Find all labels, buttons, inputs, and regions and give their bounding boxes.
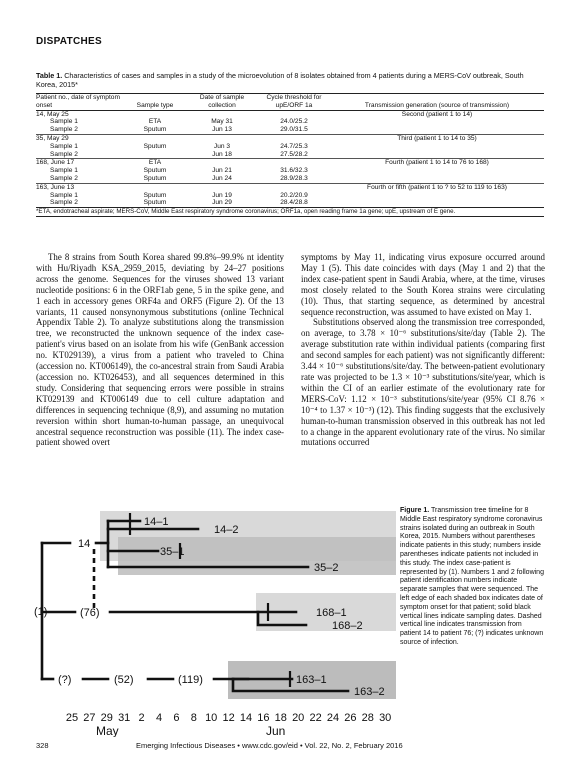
node-label-76: (76) <box>80 607 100 619</box>
table-caption-label: Table 1. <box>36 71 63 80</box>
table-cell: Jun 19 <box>212 191 232 199</box>
table-cell: 27.5/28.2 <box>280 150 308 158</box>
figure-caption-text: Transmission tree timeline for 8 Middle East respiratory syndrome coronavirus strains isolated during an outbreak in South Korea, 2015. Numbers without parentheses indicate patients in this study; numbers inside parentheses indicate patients not included in this study. The index case-patient is represented by (1). Numbers 1 and 2 following patient identification numbers indicate separate samples that were sequenced. The left edge of each shaded box indicates date of symptom onset for that patient; solid black vertical lines indicate sampling dates. Dashed vertical line indicates transmission from patient 14 to patient 76; (?) indicates unknown source of infection. <box>400 507 544 646</box>
table-cell: Second (patient 1 to 14) <box>330 110 544 118</box>
node-label-14: 14 <box>78 538 91 550</box>
table-cell: Sputum <box>143 191 167 199</box>
table-caption <box>36 71 544 89</box>
table-cell: Jun 13 <box>212 126 232 134</box>
x-tick-label: 2 <box>138 712 145 724</box>
figure-caption-label: Figure 1. <box>400 507 430 514</box>
table-cell: Sputum <box>143 199 167 207</box>
table-row <box>36 159 544 167</box>
table-cell: Jun 18 <box>212 150 232 158</box>
table-row <box>36 175 544 183</box>
month-label-may: May <box>96 724 119 737</box>
x-tick-label: 14 <box>239 712 253 724</box>
month-label-jun: Jun <box>266 724 286 737</box>
node-label-35-1: 35–1 <box>160 546 185 558</box>
node-label-35-2: 35–2 <box>314 562 339 574</box>
table-cell: 28.4/28.8 <box>280 199 308 207</box>
body-column-left <box>36 252 284 448</box>
x-axis <box>66 712 391 724</box>
table-cell <box>124 134 186 142</box>
table-cell <box>124 151 186 159</box>
x-tick-label: 25 <box>65 712 79 724</box>
table-header-sample-type: Sample type <box>124 94 186 111</box>
x-tick-label: 28 <box>361 712 374 724</box>
table-row <box>36 183 544 191</box>
table-cell: Sample 1 <box>50 142 78 150</box>
table-cell: Sample 1 <box>50 191 78 199</box>
table-row <box>36 199 544 207</box>
table-cell: Third (patient 1 to 14 to 35) <box>330 134 544 142</box>
table-cell: Sputum <box>143 142 167 150</box>
table-cell: Fourth or fifth (patient 1 to ? to 52 to 119 to 163) <box>330 183 544 191</box>
node-label-index: (1) <box>34 606 48 618</box>
journal-reference: Emerging Infectious Diseases • www.cdc.gov/eid • Vol. 22, No. 2, February 2016 <box>136 741 403 750</box>
table-header-generation: Transmission generation (source of transmission) <box>330 94 544 111</box>
transmission-tree-figure <box>28 505 396 737</box>
table-cell: 20.2/20.9 <box>280 191 308 199</box>
characteristics-table <box>36 93 544 217</box>
node-label-163-1: 163–1 <box>296 674 327 686</box>
node-label-52: (52) <box>114 674 134 686</box>
table-cell: 163, June 13 <box>36 183 124 191</box>
x-tick-label: 4 <box>155 712 163 724</box>
x-tick-label: 18 <box>274 712 287 724</box>
table-cell: Sputum <box>143 174 167 182</box>
table-cell: Jun 29 <box>212 199 232 207</box>
table-row <box>36 110 544 118</box>
x-tick-label: 12 <box>222 712 235 724</box>
table-row <box>36 143 544 151</box>
x-tick-label: 26 <box>344 712 357 724</box>
table-cell: Sample 1 <box>50 167 78 175</box>
table-cell: ETA <box>148 118 162 126</box>
x-tick-label: 6 <box>173 712 180 724</box>
x-tick-label: 22 <box>309 712 322 724</box>
table-cell: 168, June 17 <box>36 159 124 167</box>
table-cell: 14, May 25 <box>36 110 124 118</box>
x-tick-label: 8 <box>190 712 197 724</box>
table-cell: 29.0/31.5 <box>280 126 308 134</box>
x-tick-label: 29 <box>100 712 113 724</box>
table-cell: Sputum <box>143 167 167 175</box>
node-label-168-2: 168–2 <box>332 620 363 632</box>
node-label-119: (119) <box>178 674 203 686</box>
table-row <box>36 126 544 134</box>
table-cell: Jun 21 <box>212 167 232 175</box>
table-cell: Fourth (patient 1 to 14 to 76 to 168) <box>330 159 544 167</box>
table-cell: 31.6/32.3 <box>280 167 308 175</box>
table-cell: Sample 2 <box>50 199 78 207</box>
table-row <box>36 118 544 126</box>
table-cell <box>124 183 186 191</box>
x-tick-label: 10 <box>205 712 218 724</box>
table-cell: 24.7/25.3 <box>280 142 308 150</box>
body-paragraph: symptoms by May 11, indicating virus exposure occurred around May 1 (5). This date coincides with days (May 1 and 2) that the index case-patient spent in Saudi Arabia, where, at the time, viruses most closely related to the South Korea strains were circulating (10). Thus, that starting sequence, as determined by ancestral sequence reconstruction, was assumed to have existed on May 1. <box>301 252 545 317</box>
section-header: DISPATCHES <box>36 36 102 47</box>
table-header-date: Date of sample collection <box>186 94 258 111</box>
x-tick-label: 30 <box>379 712 392 724</box>
node-label-14-1: 14–1 <box>144 516 169 528</box>
body-paragraph: Substitutions observed along the transmission tree corresponded, on average, to 3.78 × 10⁻⁶ substitutions/site/day (Table 2). The average substitution rate within individual patients (comparing first and second samples for each patient) was not significantly different: 3.44 × 10⁻⁶ substitutions/site/day. The between-patient evolutionary rate was projected to be 1.3 × 10⁻³ substitutions/site/year, which is within the CI of an earlier estimate of the evolutionary rate for MERS-CoV: 1.12 × 10⁻³ substitutions/site/year (95% CI 8.76 × 10⁻⁴ to 1.37 × 10⁻³) (12). This finding suggests that the exclusively human-to-human transmission observed in this outbreak has not led to a change in the apparent evolutionary rate of the virus. No similar mutations occurred <box>301 317 545 448</box>
table-row <box>36 151 544 159</box>
body-paragraph: The 8 strains from South Korea shared 99.8%–99.9% nt identity with Hu/Riyadh KSA_2959_2015, deviating by 24–27 positions across the genome. Sequences for the viruses showed 13 variant nucleotide positions: 6 in the ORF1ab gene, 5 in the spike gene, and 1 each in accessory genes ORF4a and ORF5 (Figure 2). Of the 13 variants, 11 caused nonsynonymous substitutions (online Technical Appendix Table 2). To analyze substitutions along the transmission tree, we reconstructed the unknown sequence of the index case-patient's virus based on an isolate from his wife (GenBank accession no. KT029139), a virus from a patient who traveled to China (accession no. KT006149), the co-ancestral strain from Saudi Arabia (accession no. KT026453), and all sequences determined in this study. Considering that sequencing errors were possible in strains KT029139 and KT006149 due to cell culture adaptation and differences in sequencing technique (8,9), and assuming no mutation reversion within short human-to-human passage, an unequivocal ancestral sequence reconstruction was possible (11). The index case-patient showed overt <box>36 252 284 448</box>
table-header-patient: Patient no., date of symptom onset <box>36 94 124 111</box>
x-tick-label: 20 <box>292 712 305 724</box>
table-row <box>36 167 544 175</box>
table-cell: ETA <box>124 159 186 167</box>
node-label-168-1: 168–1 <box>316 607 347 619</box>
table-row <box>36 192 544 200</box>
table-row <box>36 134 544 142</box>
table-cell <box>124 110 186 118</box>
figure-caption <box>400 507 544 648</box>
table-cell: Sample 1 <box>50 118 78 126</box>
table-cell: Jun 3 <box>213 142 231 150</box>
table-cell: Sample 2 <box>50 126 78 134</box>
table-cell: Sample 2 <box>50 150 78 158</box>
x-tick-label: 16 <box>257 712 270 724</box>
table-header-ct: Cycle threshold for upE/ORF 1a <box>258 94 330 111</box>
table-cell: 24.0/25.2 <box>280 118 308 126</box>
table-footnote: *ETA, endotracheal aspirate; MERS-CoV, Middle East respiratory syndrome coronavirus; ORF1a, open reading frame 1a gene; upE, upstream of E gene. <box>36 208 544 217</box>
table-cell: 35, May 29 <box>36 134 124 142</box>
x-tick-label: 31 <box>118 712 131 724</box>
table-cell: Sputum <box>143 126 167 134</box>
node-label-163-2: 163–2 <box>354 686 385 698</box>
table-cell: Sample 2 <box>50 174 78 182</box>
node-label-14-2: 14–2 <box>214 524 239 536</box>
node-label-unknown: (?) <box>58 674 72 686</box>
table-cell: 28.9/28.3 <box>280 174 308 182</box>
x-tick-label: 27 <box>83 712 96 724</box>
page-number: 328 <box>36 741 49 750</box>
table-cell: May 31 <box>211 118 233 126</box>
table-caption-text: Characteristics of cases and samples in a study of the microevolution of 8 isolates obtained from 4 patients during a MERS-CoV outbreak, South Korea, 2015* <box>36 71 524 89</box>
body-column-right <box>301 252 545 448</box>
table-cell: Jun 24 <box>212 174 232 182</box>
x-tick-label: 24 <box>326 712 340 724</box>
